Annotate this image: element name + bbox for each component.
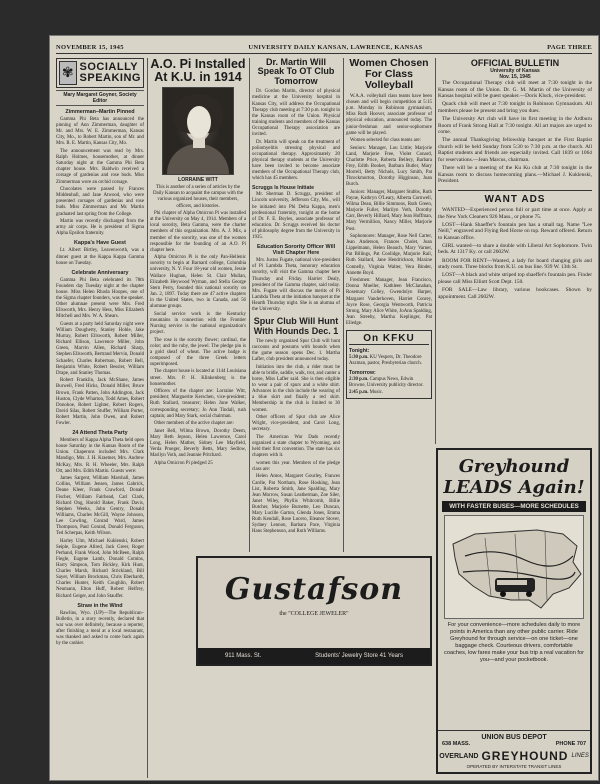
greyhound-overland: OVERLAND	[439, 752, 479, 760]
paragraph: Juniors: Manager, Margaret Stubbs, Ruth Payne, Kathryn O'Leary, Alberta Cornwell, Wilma Dean, Billie Simmons, Ruth Green, Marjorie Fuller, Marilyn Voth, Dorothy Carr, Beverly Hilliard, Mary Jean Hoffman, Mary Vermillion, Nancy Miller, Marjorie Post.	[346, 189, 432, 232]
bulletin-title: OFFICIAL BULLETIN	[470, 58, 560, 68]
paragraph: Women selected for class teams are:	[350, 138, 421, 144]
paragraph: Dr. Gordon Martin, director of physical medicine at the University hospital in Kansas City, will address the Occupational Therapy club meeting at 7:30 p.m. tonight in the Kansas room of the Union. Physical training students and members of the Kansas Occupational Therapy association are invited.	[252, 89, 340, 137]
greyhound-depot: UNION BUS DEPOT	[481, 734, 547, 741]
bulletin-sub-2: Nov. 15, 1945	[499, 74, 531, 80]
column-rule	[343, 58, 344, 552]
social-column	[56, 58, 144, 778]
paragraph: The annual Thanksgiving fellowship banquet at the First Baptist church will be held Sunday from 5:30 to 7:30 p.m. at the church. All Baptist students and friends are especially invited. Call 1839 or 1064 for reservations.—Jean Marcus, chairman.	[438, 137, 592, 164]
social-paragraph: Chocolates were passed by Frances Middenhall, and Jane Atwood, who were presented corsages of gardenias and rose buds. Miss Zimmerman and Mr. Martin graduated last spring from the College.	[56, 187, 144, 217]
bulletin-body	[438, 80, 592, 185]
education-text: Mrs. Justus Fugate, national vice-president of Pi Lambda Theta, honorary education sorority, will visit the Gamma chapter here Thursday and Friday. Harriet Dealy, president of the Gamma chapter, said today. Mrs. Fugate will discuss the merits of Pi Lambda Theta at the initiation banquet at the Hearth Thursday night. She is an alumna of the University.	[252, 258, 340, 312]
kfku-program-3: Music.	[369, 389, 384, 395]
volleyball-column	[346, 58, 432, 552]
paragraph: Helen Amos, Margaret Gourley, Frances Cardie, Pat Northam, Rose Hosking, Jean List, Roberta Smith, Jane Spalding, Mary Jean Morrow, Susan Leatherman, Zoe Siler, Janet Wiley, Phyllis Whitcomb, Billie Butcher, Marjorie Burnette, Leo Duncan, Mary Lucille Garton, Glenda Jones, Emma Ruth Kendall, Rose Lucero, Eleanor Stover, Sydney Lennon, Barbara Pace, Virginia Hans Stephenson, and Ruth Williams.	[252, 474, 340, 535]
kfku-time-2: 2:30 p.m.	[349, 377, 369, 383]
bulletin-sub-1: University of Kansas	[490, 68, 540, 74]
paragraph: Other officers of Spur club are Alice Wright, vice-president, and Carol Long, secretary.	[252, 415, 340, 433]
social-subhead: Zimmerman–Martin Pinned	[65, 109, 135, 115]
paragraph: LOST—Hank Shaeffer's fountain pen has a small tag. Name "Lee Neill," engraved and Flying Red Horse on top. Reward offered. Return to Kansan office.	[438, 221, 592, 241]
masthead-date: NOVEMBER 15, 1945	[56, 44, 124, 51]
newspaper-page	[50, 36, 598, 780]
wantads-body	[438, 207, 592, 300]
greyhound-sub: WITH FASTER BUSES—MORE SCHEDULES	[442, 501, 586, 512]
social-byline: Mary Margaret Goyner, Society Editor	[56, 90, 144, 106]
social-body	[56, 109, 144, 647]
paragraph: Freshmen: Manager, Jean Francisco, Donna Mueller, Kathleen McClanahan, Rosemary Colley, Gwendolyn Harper, Margaret Vanderhoven, Harriet Conrey, Joyce Rose, Georgia Wentworth, Patricia Strong, Mary Alice White, JoAnn Spalding, Jean Streeby, Martha Keplinger, Pat Elledge.	[346, 278, 432, 326]
martin-column	[252, 58, 340, 552]
aopi-column	[150, 58, 246, 552]
gustafson-bar	[198, 648, 430, 664]
lorraine-witt-photo	[162, 87, 234, 175]
social-paragraph: Guests at a party held Saturday night were William Dougherty, Stanley Hohle, Jake Murray, Robert Ellsworth, Robert Miller, Richard Ellison, Lawrence Miller, John Green, Marvin Allen, Richard Sharp, Stephen Ellsworth, Bertrand Mervin, Donald Schaefer, Charles Robertson, Robert Bell, Benjamin White, Robert Bessler, William Drape, and Stanley Thomas.	[56, 322, 144, 376]
paragraph: FOR SALE—Law library, various bookcases. Shown by appointment. Call 2602W.	[438, 286, 592, 300]
volleyball-headline: Women Chosen For Class Volleyball	[349, 58, 429, 92]
social-subhead: Straw in the Wind	[77, 602, 123, 609]
martin-body	[252, 89, 340, 182]
paragraph: Dr. Martin will speak on the treatment of poliomyelitis stressing physical and occupational therapy. Approximately 20 physical therapy students at the University have been invited to become associate members of the Occupational Therapy club, which has 45 members.	[252, 139, 340, 182]
gustafson-name: Gustafson	[224, 572, 404, 607]
paragraph: The American War Dads recently organized a state chapter to Wyoming, and held their first convention. The state has six chapters with it.	[252, 434, 340, 459]
greyhound-operated: OPERATED BY INTERSTATE TRANSIT LINES	[466, 764, 562, 769]
kfku-program-2: Campus News, Edwin Browne, University publicity director.	[349, 377, 424, 389]
social-subhead: Celebrate Anniversary	[71, 269, 129, 276]
kfku-time-1: 5:30 p.m.	[349, 355, 369, 361]
paragraph: The newly organized Spur Club will hunt raccoons and possums with hounds when the game season opens Dec. 1. Martha Lafler, club president announced today.	[252, 338, 340, 363]
paragraph: Phi chapter of Alpha Omicron Pi was installed at the University on May 4, 1914. Members of a local sorority, Beta Gamma, were the charter members of this organization. Mrs. A. J. Mix, a member of the sorority, was one of the women responsible for the founding of an A.O. Pi chapter here.	[150, 211, 246, 253]
paragraph: Janet Bell, Wilma Brown, Dorothy Deem, Mary Beth Jepson, Helen Lawrence, Carol Long, Helen Mather, Sidney Lee Mayfield, Verda Prueger, Beverly Betts, Mary Sedlow, Marilyn Voth, and Jeannie Pritchard.	[150, 428, 246, 459]
gustafson-tag: the "COLLEGE JEWELER"	[279, 611, 349, 617]
paragraph: Initiation into the club, a rider must be able to bridle, saddle, walk, trot, and canter a horse, Miss Lafler said. She is then eligible to wear a pair of spurs and a white shirt. Advances in the club include the wearing of a blue skirt and finally a red skirt. Membership in the club is limited to 30 women.	[252, 364, 340, 413]
bulletin-column	[438, 58, 592, 444]
paragraph: LOST—A black and white striped top shaeffer's fountain pen. Finder please call Miss Elliott Scott Dept. 150.	[438, 272, 592, 285]
greyhound-footer	[438, 730, 590, 772]
social-paragraph: Gamma Phi Beta celebrated its 78th Founders day Tuesday night at the chapter house. Miss Helen Rhoda Hoopes, one of the Sigma chapter founders, was the speaker. Other alumnae present were Mrs. Fred Ellsworth, Mrs. Henry Hess, Miss Elizabeth Mitchell and Mrs. W. A. Shears.	[56, 277, 144, 320]
paragraph: There will be a meeting of the Ku Ku club at 7:30 tonight in the Kansas room to discuss homecoming plans.—Michael J. Kuklenski, President.	[438, 165, 592, 185]
scruggs-subhead: Scruggs Is House Initiate	[252, 185, 314, 192]
greyhound-phone: PHONE 707	[555, 741, 586, 747]
paragraph: WANTED—Experienced person full or part time at once. Apply at the New York Cleaners 926 Mass., or phone 75.	[438, 206, 592, 220]
social-title-bottom: SPEAKING	[79, 72, 141, 84]
social-subhead: 24 Attend Theta Party	[72, 430, 128, 437]
aopi-headline: A.O. Pi Installed At K.U. in 1914	[150, 58, 246, 85]
paragraph: Seniors: Manager, Lou Little; Marjorie Land, Marjorie Free, Violet Conard, Charlotte Price, Roberta Bellery, Barbara Frey, Edith Booker, Barbara Butler, Mary Morrell, Betty Nichols, Lucy Smith, Pat Throckmorton, Dorothy Higginson, Joan Burch.	[346, 145, 432, 188]
social-subhead: Kappa's Have Guest	[74, 240, 126, 247]
aopi-body	[150, 211, 246, 467]
gustafson-ad	[196, 556, 432, 666]
gustafson-address: 911 Mass. St.	[224, 653, 262, 659]
paragraph: Sophomores: Manager, Rose Nell Carter, Jean Anderson, Frances Cholet, Joan Lippelmann, Helen Beauch, Mary Varner, Pat Billings, Pat Coolidge, Marjorie Rail, Ruth Stallard, Jane Hendrickson, Maxine Connelly, Virginia Walter, Vera Binder, Annette Boyd.	[346, 234, 432, 276]
spur-body	[252, 339, 340, 535]
paragraph: W.A.A. volleyball class teams have been chosen and will begin competition at 5:15 p.m. Monday in Robinson gymnasium, Miss Ruth Hoover, associate professor of physical education, announced today. The junior-freshman and senior-sophomore game will be played.	[346, 94, 432, 136]
greyhound-ad	[436, 448, 592, 774]
paragraph: The chapter house is located at 1144 Louisiana street. Mrs. P. H. Klinkenberg is the housemother.	[150, 369, 246, 387]
martin-headline: Dr. Martin Will Speak To OT Club Tomorrow	[257, 58, 335, 86]
gustafson-slogan: Students' Jewelry Store 41 Years	[315, 653, 404, 659]
social-paragraph: James Sargent, William Marshall, James Collins, William Jensen, James Gabrick, Deane Kleer, Frank Crawford, Donald Fischer, William Fairhead, Carl Clark, Richard Ong, Harold Baker, Frank Davis, Stephen Weeks, John Gentry, Donald Williams, Charles McGill, Wayne Johnson, Lee Cowling, Conrad Ward, James Thompson, Paul Conrad, Donald Ferguson, Ted Scherpas, Keith Wilson.	[56, 476, 144, 537]
scruggs-text: Mr. Sherman D. Scruggs, president of Lincoln university, Jefferson City, Mo., will be initiated into Phi Delta Kappa, men's professional fraternity, tonight at the home of Dr. F. E. Boyles, associate professor of education. Dr. Scruggs received his doctor of philosophy degree from the University in 1935.	[252, 192, 340, 240]
education-subhead: Education Sorority Officer Will Visit Chapter Here	[256, 244, 336, 257]
paragraph: women this year. Members of the pledge class are:	[252, 460, 340, 472]
kfku-box	[346, 330, 432, 399]
social-paragraph: Gamma Phi Beta has announced the pinning of Ann Zimmerman, daughter of Mr. and Mrs. W. E. Zimmerman, Kansas City, Mo., to Robert Martin, son of Mr. and Mrs. R. E. Martin, Kansas City, Mo.	[56, 117, 144, 147]
kfku-day-2: Tomorrow:	[349, 370, 376, 377]
aopi-intro: This is another of a series of articles by the Daily Kansan to acquaint the campus with the various organized houses, their members, officers, and histories.	[152, 185, 244, 209]
paragraph: Quack club will meet at 7:30 tonight in Robinson Gymnasium. All members please be present and bring you dues.	[438, 101, 592, 114]
volleyball-body	[346, 94, 432, 327]
masthead	[56, 42, 592, 54]
paragraph: GIRL wanted—to share a double with Liberal Art Sophomore. Twin beds. At 1317 Ky. or call 2602W.	[438, 242, 592, 256]
paragraph: Social service work is the Kentucky mountains in connection with the Frontier Nursing service is the national organization's project.	[150, 311, 246, 335]
social-paragraph: Lt. Albert Birtley, Leavenworth, was a dinner guest at the Kappa Kappa Gamma house on Tuesday.	[56, 248, 144, 266]
greyhound-brand: GREYHOUND	[481, 749, 569, 763]
paragraph: The University Art club will have its first meeting in the Ardburu Room of Frank Strong Hall at 7:30 tonight. All art majors are urged to come.	[438, 115, 592, 136]
social-paragraph: Members of Kappa Alpha Theta held open house Saturday in the Kansas Room of the Union. Chaperons included Mrs. Clark Mandigo, Mrs. J. H. Kraemer, Mrs. Andrew McKay, Mrs. R. H. Wheeler, Mrs. Ralph Ott, and Mrs. Edith Martin. Guests were:	[56, 438, 144, 474]
paragraph: Alpha Omicron Pi is the only Pan-Hellenic sorority to begin at Barnard college, Columbia university, N. Y. Four 18-year old women, Jessie Wallace Hughan, Helen St. Clair Mullan, Elizabeth Heywood Wyman, and Stella George Stern Perry, founded this national sorority on Jan. 2, 1897. Today there are 47 active chapters in the United States, two in Canada, and 56 alumnae groups.	[150, 255, 246, 310]
dancers-icon: ✾	[59, 61, 77, 85]
kfku-day: Tonight:	[349, 348, 370, 355]
social-paragraph: Robert Franklin, Jack McShane, James Burwell, Fred Hicks, Donald Miller, Bruce Brown, Frank Patten, John Addington, Jack Huston, Clyde Wharton, Todd Ames, Robert Donohoe, Robert Lighter, Robert Rogers, David Silas, Robert Stuffer, William Porter, Robert Martin, John Owen, and Robert Fowler.	[56, 378, 144, 426]
column-rule	[249, 58, 250, 552]
wantads-title: WANT ADS	[438, 190, 592, 205]
paragraph: Officers of the chapter are: Lorraine Witt, president; Marguerite Kerschen, vice-president; Ruth Stallard, treasurer; Helen June Walker, corresponding secretary; Jo Ann Tindall, rush captain; and Mary Stark, social chairman.	[150, 389, 246, 419]
greyhound-headline: Greyhound LEADS Again!	[443, 456, 585, 498]
social-paragraph: The announcement was read by Mrs. Ralph Holmes, housemother, at dinner Saturday night at the Gamma Phi Beta chapter house. Mrs. Baldwin received a corsage of gardenias and rose buds. Miss Zimmerman wore an orchid corsage.	[56, 149, 144, 185]
greyhound-address: 638 MASS.	[442, 741, 471, 747]
kfku-time-3: 2:45 p.m.	[349, 389, 369, 395]
greyhound-body: For your convenience—more schedules daily to more points in America than any other public carrier. Ride Greyhound for through service—on one ticket—one baggage check. Courteous drivers, comfortable coaches, low fares make your bus trip a real vacation for you—and your pocketbook.	[444, 622, 584, 663]
kfku-title: On KFKU	[349, 333, 429, 345]
masthead-page: PAGE THREE	[547, 44, 592, 51]
paragraph: Alpha Omicron Pi pledged 25	[154, 460, 213, 466]
paragraph: The rose is the sorority flower; cardinal, the color; and the ruby, the jewel. The pledge pin is a gold sheaf of wheat. The active badge is composed of the three Greek letters superimposed.	[150, 337, 246, 367]
social-header	[56, 58, 144, 88]
masthead-paper: UNIVERSITY DAILY KANSAN, LAWRENCE, KANSAS	[248, 44, 423, 51]
social-title-top: SOCIALLY	[79, 61, 139, 73]
social-paragraph: Rawlins, Wyo. (UP)—The Republican–Bulletin, in a story recently, declared that war was over definitely, because a reporter, after finishing a meal at a local restaurant, was thanked and asked to come back again by the cashier.	[56, 610, 144, 647]
us-map-illustration	[444, 515, 584, 619]
paragraph: The Occupational Therapy club will meet at 7:30 tonight in the Kansas room of the Union. Dr. G. M. Martin of the University of Kansas hospital will be guest speaker.—Doris Kluck, vice-president.	[438, 80, 592, 100]
column-rule	[147, 58, 148, 778]
paragraph: Other members of the active chapter are:	[154, 421, 234, 427]
spur-headline: Spur Club Will Hunt With Hounds Dec. 1	[253, 316, 339, 336]
paragraph: ROOM FOR RENT—Wanted, a lady for board changing girls and study room. Three blocks from K.U. on bus line. 939 W. 13th St.	[438, 257, 592, 271]
column-rule	[435, 58, 436, 444]
map-icon	[445, 516, 587, 618]
greyhound-lines: LINES	[571, 753, 589, 759]
photo-caption: LORRAINE WITT	[178, 177, 218, 184]
social-paragraph: Martin was recently discharged from the army air corps. He is president of Sigma Alpha Epsilon fraternity.	[56, 219, 144, 237]
kfku-program-1: KU Vespers, Dr. Theodore Aszman, pastor, Presbyterian church.	[349, 355, 422, 367]
social-paragraph: Harley Ulm, Michael Kuklenski, Robert Seiple, Eugene Allred, Jack Greer, Roger Perhand, Frank Wood, John McBeen, Ralph Fiegle, Eugene Lamb, Donald Comins, Harry Simpson, Tom Bickley, Kirk Hunt, Charles Marsh, Richard Strickland, Bill Sayer, William Brockman, Chris Eberhardt, Charles Hunter, Keith Coughlin, Robert Neumann, Elton Huff, Robert Helfrey, Richard Geiger, and John Stauffer.	[56, 538, 144, 599]
